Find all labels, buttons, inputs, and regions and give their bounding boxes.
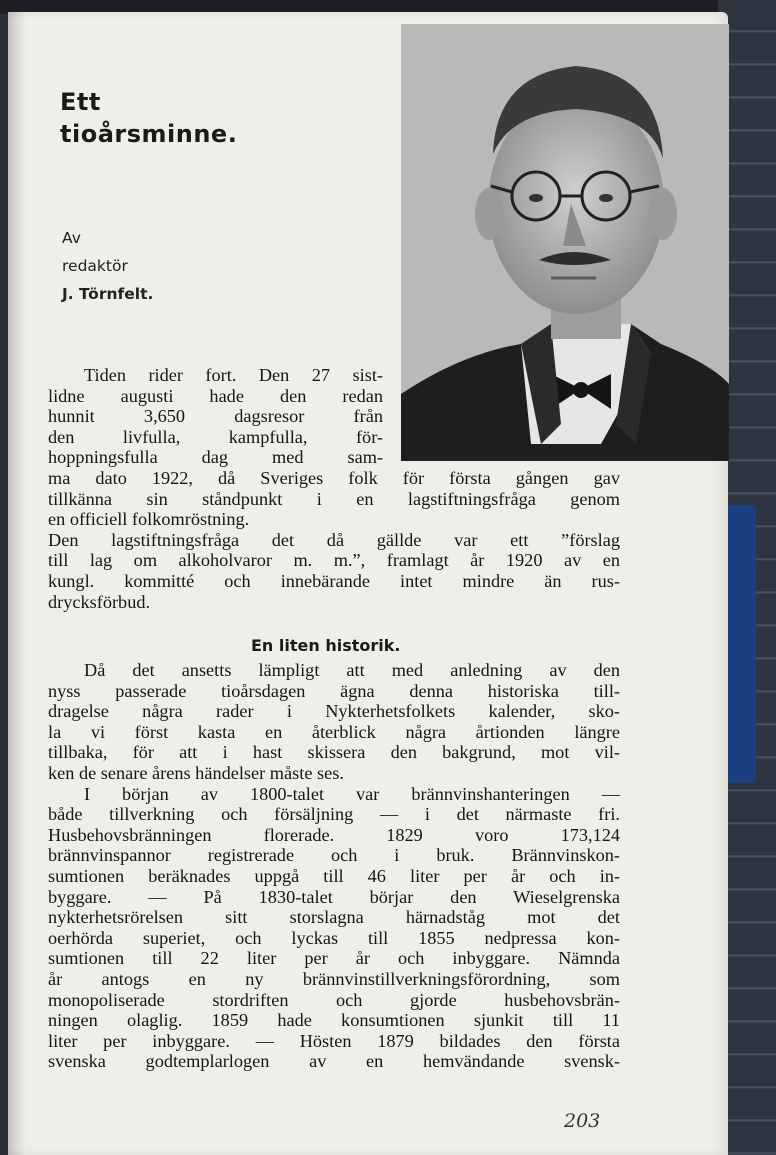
body-line: tillkänna sin ståndpunkt i en lagstiftningsfråga genom <box>48 488 620 509</box>
body-line: ken de senare årens händelser måste ses. <box>48 762 344 783</box>
body-line: ningen olaglig. 1859 hade konsumtionen sjunkit till 11 <box>48 1010 620 1031</box>
page-number: 203 <box>564 1110 601 1132</box>
byline <box>62 224 153 308</box>
intro-line: den livfulla, kampfulla, för- <box>48 426 383 447</box>
body-line: till lag om alkoholvaror m. m.”, framlagt år 1920 av en <box>48 550 620 571</box>
body-line: byggare. — På 1830-talet börjar den Wieselgrenska <box>48 886 620 907</box>
body-text-block-2 <box>48 660 620 1072</box>
body-line: sumtionen till 22 liter per år och inbyggare. Nämnda <box>48 948 620 969</box>
byline-by: Av <box>62 229 81 247</box>
portrait-illustration <box>401 24 729 461</box>
body-line: nyss passerade tioårsdagen ägna denna historiska till- <box>48 680 620 701</box>
intro-column <box>48 365 383 468</box>
body-line: sumtionen beräknades uppgå till 46 liter per år och in- <box>48 865 620 886</box>
body-line: en officiell folkomröstning. <box>48 509 250 530</box>
intro-line: hoppningsfulla dag med sam- <box>48 447 383 468</box>
page-gutter-shadow <box>8 12 26 1155</box>
body-line: Då det ansetts lämpligt att med anledning av den <box>84 660 620 680</box>
byline-author: J. Törnfelt. <box>62 285 154 303</box>
title-line-2: tioårsminne. <box>60 120 238 148</box>
byline-role: redaktör <box>62 257 128 275</box>
intro-line: hunnit 3,650 dagsresor från <box>48 406 383 427</box>
body-line: oerhörda superiet, och lyckas till 1855 nedpressa kon- <box>48 927 620 948</box>
body-line: liter per inbyggare. — Hösten 1879 bildades den första <box>48 1030 620 1051</box>
body-line: Den lagstiftningsfråga det då gällde var ett ”förslag <box>48 529 620 550</box>
body-line: år antogs en ny brännvinstillverkningsförordning, som <box>48 968 620 989</box>
body-line: nykterhetsrörelsen sitt storslagna härnadståg mot det <box>48 907 620 928</box>
body-line: både tillverkning och försäljning — i det närmaste fri. <box>48 804 620 825</box>
body-line: tillbaka, för att i hast skissera den bakgrund, mot vil- <box>48 742 620 763</box>
article-title <box>60 86 237 150</box>
body-line: drycksförbud. <box>48 591 151 612</box>
body-text-block-1 <box>48 468 620 612</box>
body-line: la vi först kasta en återblick några årtionden längre <box>48 721 620 742</box>
body-line: svenska godtemplarlogen av en hemvändande svensk- <box>48 1051 620 1072</box>
body-line: ma dato 1922, då Sveriges folk för första gången gav <box>48 468 620 488</box>
body-line: kungl. kommitté och innebärande intet mindre än rus- <box>48 570 620 591</box>
body-line: Husbehovsbränningen florerade. 1829 voro 173,124 <box>48 824 620 845</box>
book-page <box>8 12 728 1155</box>
intro-line: Tiden rider fort. Den 27 sist- <box>84 365 383 385</box>
body-line: I början av 1800-talet var brännvinshanteringen — <box>84 783 620 804</box>
body-line: brännvinspannor registrerade och i bruk. Brännvinskon- <box>48 845 620 866</box>
section-heading: En liten historik. <box>251 636 401 655</box>
title-line-1: Ett <box>60 88 101 116</box>
body-line: monopoliserade stordriften och gjorde husbehovsbrän- <box>48 989 620 1010</box>
portrait-photo-icon <box>401 24 729 461</box>
intro-line: lidne augusti hade den redan <box>48 385 383 406</box>
body-line: dragelse några rader i Nykterhetsfolkets kalender, sko- <box>48 701 620 722</box>
